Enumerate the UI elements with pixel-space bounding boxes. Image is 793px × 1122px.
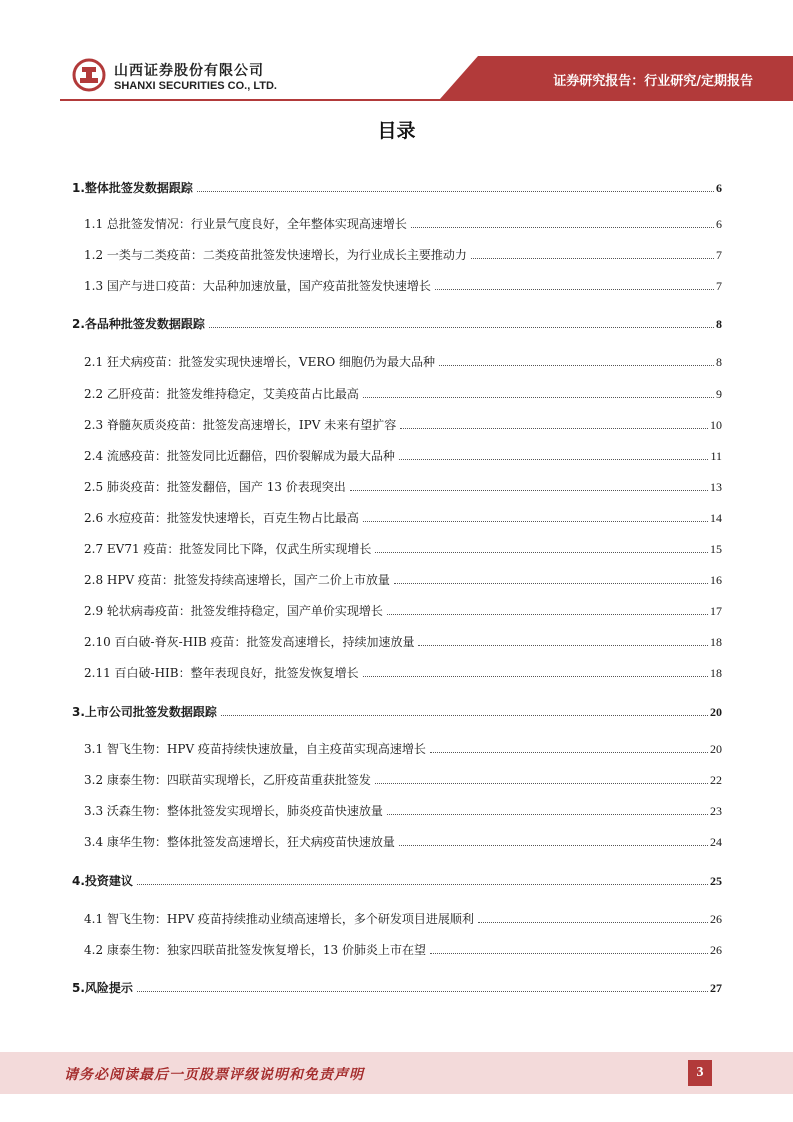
toc-entry-title: 2.各品种批签发数据跟踪	[72, 317, 205, 331]
toc-page-number: 16	[710, 573, 722, 587]
toc-entry-title: 2.7 EV71 疫苗：批签发同比下降，仅武生所实现增长	[84, 542, 372, 556]
toc-entry-title: 3.1 智飞生物：HPV 疫苗持续快速放量，自主疫苗实现高速增长	[84, 742, 426, 756]
toc-page-number: 8	[716, 355, 722, 369]
toc-subsection[interactable]	[72, 506, 722, 526]
toc-page-number: 20	[710, 705, 722, 719]
toc-subsection[interactable]	[72, 475, 722, 495]
toc-dot-leader	[387, 813, 708, 815]
toc-entry-title: 2.4 流感疫苗：批签发同比近翻倍，四价裂解成为最大品种	[84, 449, 395, 463]
toc-entry-title: 1.3 国产与进口疫苗：大品种加速放量，国产疫苗批签发快速增长	[84, 279, 431, 293]
toc-subsection[interactable]	[72, 243, 722, 263]
toc-entry-title: 3.上市公司批签发数据跟踪	[72, 705, 217, 719]
toc-entry-title: 2.8 HPV 疫苗：批签发持续高速增长，国产二价上市放量	[84, 573, 390, 587]
toc-subsection[interactable]	[72, 907, 722, 927]
toc-page-number: 18	[710, 666, 722, 680]
toc-dot-leader	[387, 613, 708, 615]
toc-dot-leader	[197, 190, 714, 192]
toc-section[interactable]	[72, 176, 722, 196]
toc-entry-title: 4.2 康泰生物：独家四联苗批签发恢复增长，13 价肺炎上市在望	[84, 943, 426, 957]
toc-page-number: 14	[710, 511, 722, 525]
toc-dot-leader	[400, 427, 708, 429]
toc-subsection[interactable]	[72, 274, 722, 294]
toc-section[interactable]	[72, 700, 722, 720]
toc-entry-title: 3.3 沃森生物：整体批签发实现增长，肺炎疫苗快速放量	[84, 804, 383, 818]
toc-entry-title: 2.3 脊髓灰质炎疫苗：批签发高速增长，IPV 未来有望扩容	[84, 418, 397, 432]
toc-entry-title: 2.1 狂犬病疫苗：批签发实现快速增长，VERO 细胞仍为最大品种	[84, 355, 436, 369]
page-footer	[0, 1052, 793, 1094]
toc-section[interactable]	[72, 869, 722, 889]
toc-entry-title: 2.9 轮状病毒疫苗：批签发维持稳定，国产单价实现增长	[84, 604, 383, 618]
toc-subsection[interactable]	[72, 768, 722, 788]
toc-dot-leader	[209, 326, 714, 328]
page-number: 3	[688, 1060, 712, 1086]
toc-entry-title: 4.1 智飞生物：HPV 疫苗持续推动业绩高速增长，多个研发项目进展顺利	[84, 912, 474, 926]
toc-page-number: 24	[710, 835, 722, 849]
toc-entry-title: 2.5 肺炎疫苗：批签发翻倍，国产 13 价表现突出	[84, 480, 346, 494]
company-name-en: SHANXI SECURITIES CO., LTD.	[114, 80, 277, 92]
toc-dot-leader	[399, 844, 708, 846]
toc-subsection[interactable]	[72, 568, 722, 588]
toc-page-number: 6	[716, 181, 722, 195]
toc-dot-leader	[435, 288, 714, 290]
toc-entry-title: 1.2 一类与二类疫苗：二类疫苗批签发快速增长，为行业成长主要推动力	[84, 248, 467, 262]
toc-page-number: 23	[710, 804, 722, 818]
toc-entry-title: 3.4 康华生物：整体批签发高速增长，狂犬病疫苗快速放量	[84, 835, 395, 849]
company-logo-icon	[72, 58, 106, 92]
toc-dot-leader	[363, 396, 714, 398]
toc-page-number: 25	[710, 874, 722, 888]
toc-dot-leader	[363, 520, 708, 522]
toc-page-number: 18	[710, 635, 722, 649]
page-header	[0, 0, 793, 110]
toc-page-number: 11	[710, 449, 722, 463]
toc-subsection[interactable]	[72, 444, 722, 464]
toc-subsection[interactable]	[72, 212, 722, 232]
toc-subsection[interactable]	[72, 599, 722, 619]
toc-dot-leader	[363, 675, 708, 677]
toc-entry-title: 2.11 百白破-HIB：整年表现良好，批签发恢复增长	[84, 666, 359, 680]
toc-page-number: 26	[710, 943, 722, 957]
toc-dot-leader	[439, 364, 714, 366]
toc-subsection[interactable]	[72, 938, 722, 958]
toc-subsection[interactable]	[72, 413, 722, 433]
toc-dot-leader	[137, 990, 708, 992]
toc-entry-title: 2.10 百白破-脊灰-HIB 疫苗：批签发高速增长，持续加速放量	[84, 635, 415, 649]
toc-dot-leader	[394, 582, 708, 584]
toc-subsection[interactable]	[72, 350, 722, 370]
toc-dot-leader	[430, 751, 708, 753]
toc-page-number: 13	[710, 480, 722, 494]
toc-dot-leader	[137, 883, 708, 885]
header-divider	[60, 99, 793, 101]
toc-dot-leader	[221, 714, 708, 716]
toc-section[interactable]	[72, 976, 722, 996]
toc-page-number: 9	[716, 387, 722, 401]
toc-dot-leader	[411, 226, 714, 228]
toc-page-number: 6	[716, 217, 722, 231]
toc-subsection[interactable]	[72, 382, 722, 402]
toc-subsection[interactable]	[72, 830, 722, 850]
toc-entry-title: 4.投资建议	[72, 874, 133, 888]
toc-page-number: 27	[710, 981, 722, 995]
toc-dot-leader	[430, 952, 708, 954]
toc-dot-leader	[399, 458, 709, 460]
toc-entry-title: 1.整体批签发数据跟踪	[72, 181, 193, 195]
toc-subsection[interactable]	[72, 737, 722, 757]
toc-entry-title: 1.1 总批签发情况：行业景气度良好，全年整体实现高速增长	[84, 217, 407, 231]
toc-dot-leader	[375, 551, 708, 553]
toc-page-number: 26	[710, 912, 722, 926]
toc-subsection[interactable]	[72, 630, 722, 650]
toc-dot-leader	[478, 921, 708, 923]
toc-subsection[interactable]	[72, 661, 722, 681]
toc-entry-title: 2.6 水痘疫苗：批签发快速增长，百克生物占比最高	[84, 511, 359, 525]
toc-page-number: 7	[716, 279, 722, 293]
toc-dot-leader	[350, 489, 708, 491]
toc-page-number: 20	[710, 742, 722, 756]
toc-dot-leader	[418, 644, 708, 646]
toc-entry-title: 5.风险提示	[72, 981, 133, 995]
toc-page-number: 7	[716, 248, 722, 262]
page-title: 目录	[377, 120, 416, 142]
company-name-cn: 山西证券股份有限公司	[114, 63, 264, 79]
toc-page-number: 10	[710, 418, 722, 432]
toc-page-number: 15	[710, 542, 722, 556]
disclaimer-notice: 请务必阅读最后一页股票评级说明和免责声明	[64, 1067, 364, 1083]
toc-section[interactable]	[72, 312, 722, 332]
report-type-tag: 证券研究报告：行业研究/定期报告	[553, 74, 753, 89]
toc-entry-title: 2.2 乙肝疫苗：批签发维持稳定，艾美疫苗占比最高	[84, 387, 359, 401]
toc-page-number: 17	[710, 604, 722, 618]
toc-page-number: 8	[716, 317, 722, 331]
header-red-band	[0, 0, 793, 110]
toc-subsection[interactable]	[72, 537, 722, 557]
toc-entry-title: 3.2 康泰生物：四联苗实现增长，乙肝疫苗重获批签发	[84, 773, 371, 787]
toc-page-number: 22	[710, 773, 722, 787]
toc-dot-leader	[375, 782, 708, 784]
toc-dot-leader	[471, 257, 714, 259]
toc-subsection[interactable]	[72, 799, 722, 819]
